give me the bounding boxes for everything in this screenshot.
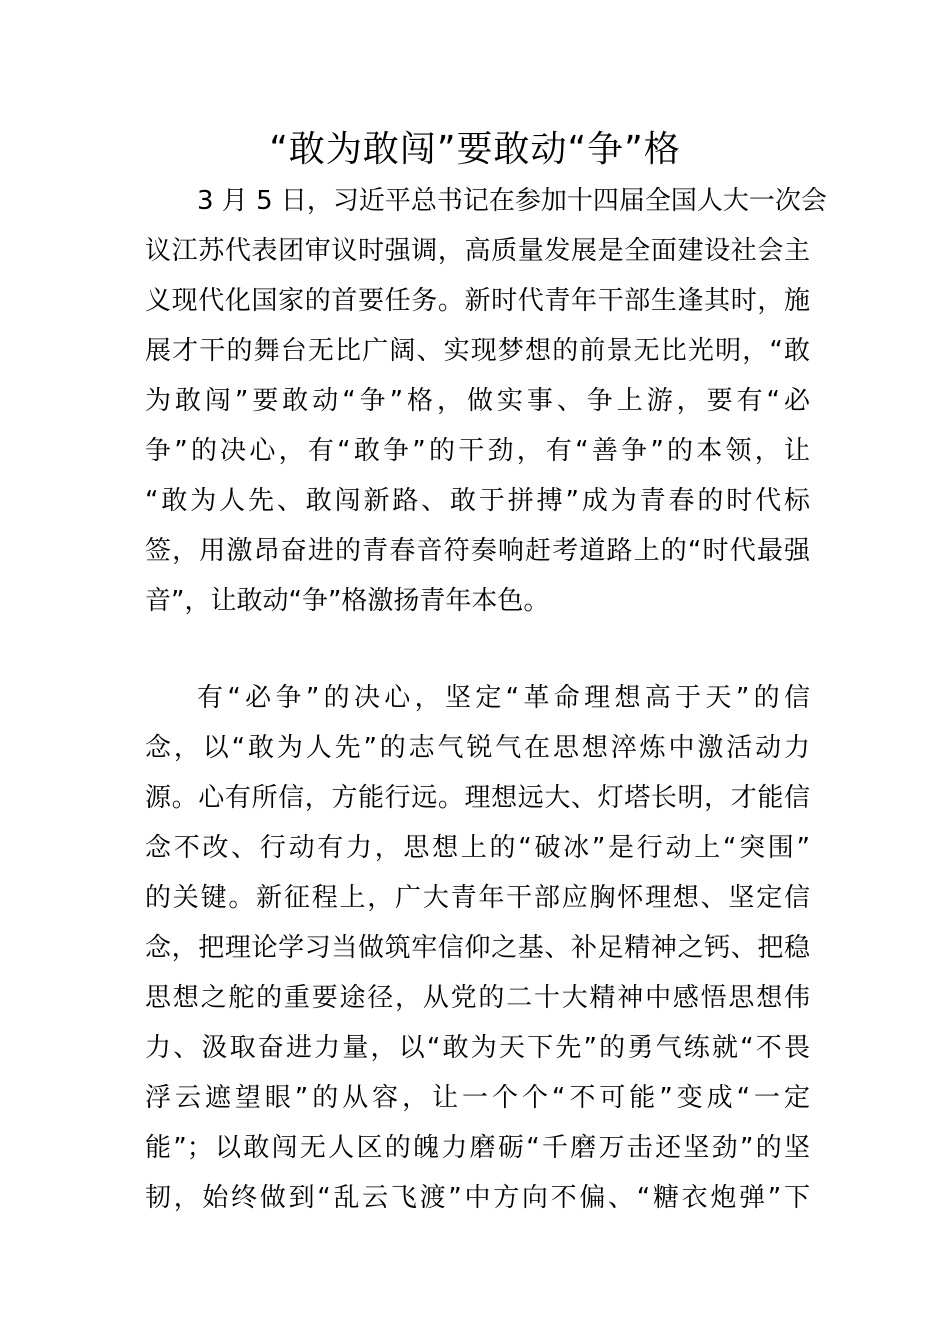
paragraph-line: 签，用激昂奋进的青春音符奏响赶考道路上的“时代最强 <box>145 536 810 566</box>
paragraph-line: 议江苏代表团审议时强调，高质量发展是全面建设社会主 <box>145 236 810 266</box>
paragraph-1 <box>145 176 827 626</box>
paragraph-line: 有“必争”的决心，坚定“革命理想高于天”的信 <box>197 683 810 713</box>
paragraph-line: 念，以“敢为人先”的志气锐气在思想淬炼中激活动力 <box>145 733 810 763</box>
paragraph-line: 争”的决心，有“敢争”的干劲，有“善争”的本领，让 <box>145 436 810 466</box>
paragraph-line: 浮云遮望眼”的从容，让一个个“不可能”变成“一定 <box>145 1083 810 1113</box>
paragraph-line: 思想之舵的重要途径，从党的二十大精神中感悟思想伟 <box>145 983 810 1013</box>
paragraph-line: 音”，让敢动“争”格激扬青年本色。 <box>145 586 550 616</box>
paragraph-line: 的关键。新征程上，广大青年干部应胸怀理想、坚定信 <box>145 883 810 913</box>
paragraph-line: 展才干的舞台无比广阔、实现梦想的前景无比光明，“敢 <box>145 336 810 366</box>
paragraph-line: 念，把理论学习当做筑牢信仰之基、补足精神之钙、把稳 <box>145 933 810 963</box>
paragraph-line: 源。心有所信，方能行远。理想远大、灯塔长明，才能信 <box>145 783 810 813</box>
document-title: “敢为敢闯”要敢动“争”格 <box>269 129 681 170</box>
paragraph-line: 为敢闯”要敢动“争”格，做实事、争上游，要有“必 <box>145 386 810 416</box>
paragraph-line: 能”；以敢闯无人区的魄力磨砺“千磨万击还坚劲”的坚 <box>145 1133 810 1163</box>
paragraph-2 <box>145 673 810 1223</box>
paragraph-line: 念不改、行动有力，思想上的“破冰”是行动上“突围” <box>145 833 810 863</box>
paragraph-line: 3 月 5 日，习近平总书记在参加十四届全国人大一次会 <box>197 186 827 216</box>
paragraph-line: “敢为人先、敢闯新路、敢于拼搏”成为青春的时代标 <box>145 486 810 516</box>
paragraph-line: 力、汲取奋进力量，以“敢为天下先”的勇气练就“不畏 <box>145 1033 810 1063</box>
paragraph-line: 韧，始终做到“乱云飞渡”中方向不偏、“糖衣炮弹”下 <box>145 1183 810 1213</box>
paragraph-line: 义现代化国家的首要任务。新时代青年干部生逢其时，施 <box>145 286 810 316</box>
